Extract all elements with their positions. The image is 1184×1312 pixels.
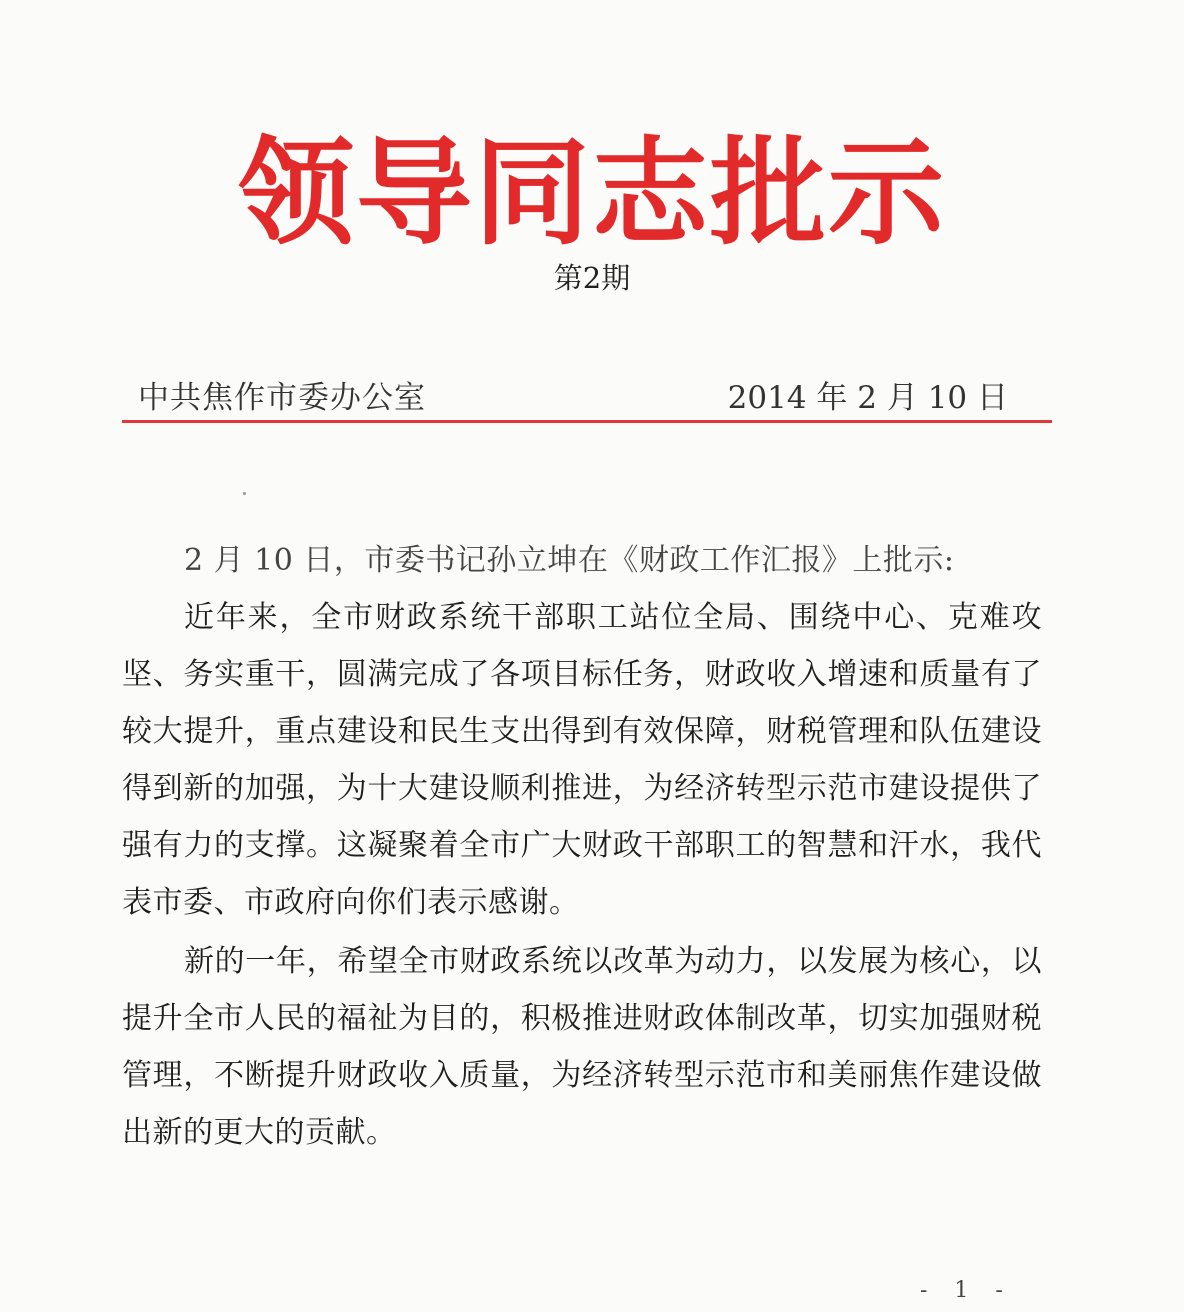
body-text: [122, 532, 1042, 1161]
issuer-name: 中共焦作市委办公室: [138, 380, 426, 416]
body-paragraph: 近年来，全市财政系统干部职工站位全局、围绕中心、克难攻坚、务实重干，圆满完成了各项目标任务，财政收入增速和质量有了较大提升，重点建设和民生支出得到有效保障，财税管理和队伍建设得到新的加强，为十大建设顺利推进，为经济转型示范市建设提供了强有力的支撑。这凝聚着全市广大财政干部职工的智慧和汗水，我代表市委、市政府向你们表示感谢。: [122, 600, 1042, 920]
header-divider: [122, 420, 1052, 423]
scan-speck: [243, 492, 246, 495]
issue-label: 第2期: [553, 261, 631, 295]
intro-paragraph: 2 月 10 日，市委书记孙立坤在《财政工作汇报》上批示:: [184, 543, 955, 578]
body-paragraph: 新的一年，希望全市财政系统以改革为动力，以发展为核心，以提升全市人民的福祉为目的，积极推进财政体制改革，切实加强财税管理，不断提升财政收入质量，为经济转型示范市和美丽焦作建设做出新的更大的贡献。: [122, 944, 1042, 1150]
page-number: - 1 -: [920, 1278, 1013, 1303]
issue-date: 2014 年 2 月 10 日: [727, 380, 1008, 416]
masthead-title: 领导同志批示: [238, 126, 946, 261]
